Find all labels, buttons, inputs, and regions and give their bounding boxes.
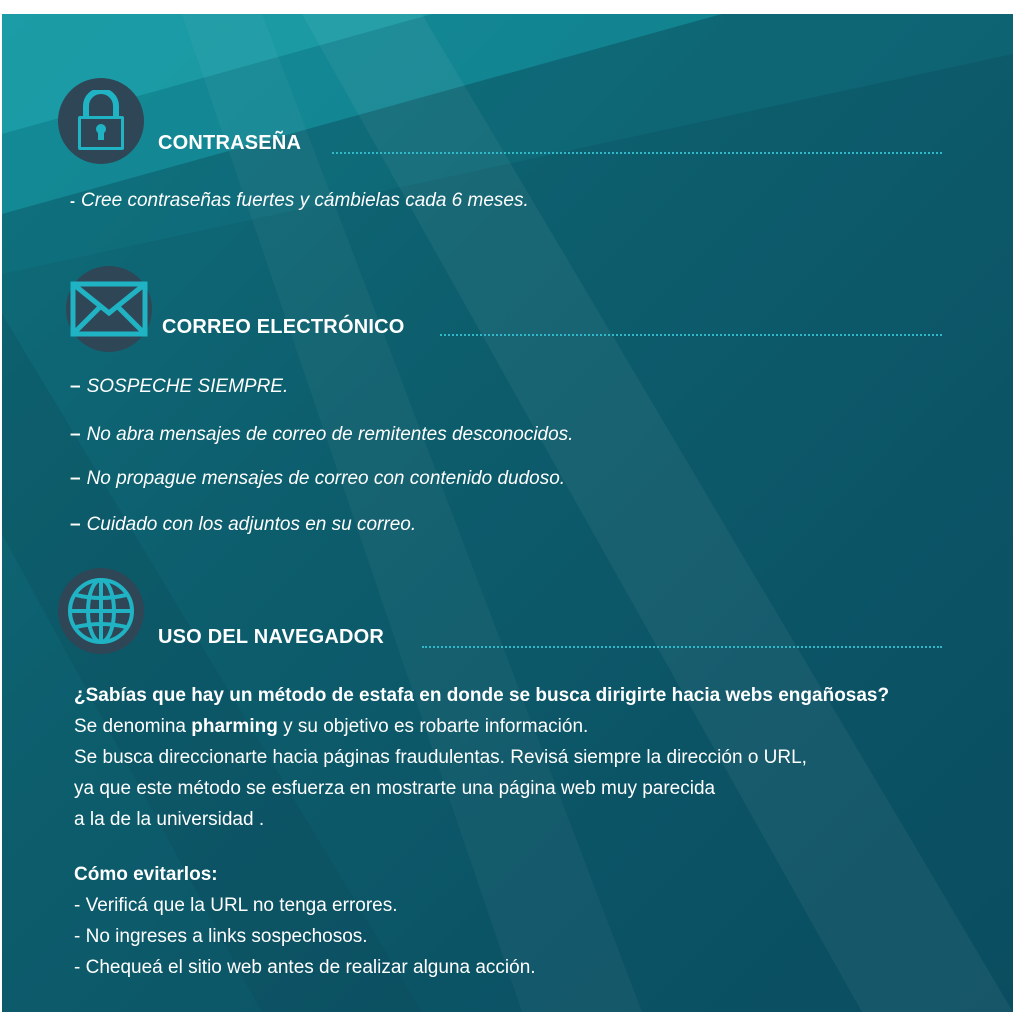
pharming-question: ¿Sabías que hay un método de estafa en donde se busca dirigirte hacia webs engañosas? bbox=[74, 685, 890, 706]
pharming-line-4: a la de la universidad . bbox=[74, 809, 265, 830]
bullet-dash: - bbox=[70, 193, 75, 210]
security-tips-poster bbox=[2, 14, 1013, 1012]
password-dotted-divider bbox=[332, 152, 942, 154]
definition-suffix: y su objetivo es robarte información. bbox=[277, 716, 589, 737]
avoid-item-2: - No ingreses a links sospechosos. bbox=[74, 926, 368, 947]
bullet-dash: – bbox=[70, 468, 81, 489]
definition-prefix: Se denomina bbox=[74, 716, 192, 737]
browser-dotted-divider bbox=[422, 646, 942, 648]
envelope-icon bbox=[70, 281, 148, 337]
browser-title: USO DEL NAVEGADOR bbox=[158, 626, 385, 648]
bullet-text: No abra mensajes de correo de remitentes desconocidos. bbox=[86, 424, 574, 445]
globe-icon-circle bbox=[58, 568, 144, 654]
pharming-line-2: Se busca direccionarte hacia páginas fraudulentas. Revisá siempre la dirección o URL, bbox=[74, 747, 807, 768]
bullet-text: SOSPECHE SIEMPRE. bbox=[86, 376, 289, 397]
avoid-item-1: - Verificá que la URL no tenga errores. bbox=[74, 895, 398, 916]
lock-icon bbox=[74, 90, 128, 152]
avoid-title: Cómo evitarlos: bbox=[74, 864, 218, 885]
bullet-dash: – bbox=[70, 376, 81, 397]
envelope-icon-circle bbox=[66, 266, 152, 352]
email-title: CORREO ELECTRÓNICO bbox=[162, 316, 405, 338]
email-bullet-2 bbox=[70, 424, 573, 446]
bullet-dash: – bbox=[70, 514, 81, 535]
email-dotted-divider bbox=[440, 334, 942, 336]
password-bullet bbox=[70, 190, 529, 212]
password-title: CONTRASEÑA bbox=[158, 132, 302, 154]
bullet-text: Cree contraseñas fuertes y cámbielas cada 6 meses. bbox=[81, 190, 529, 211]
email-bullet-4 bbox=[70, 514, 416, 536]
pharming-keyword: pharming bbox=[191, 716, 278, 737]
bullet-text: Cuidado con los adjuntos en su correo. bbox=[86, 514, 417, 535]
globe-icon bbox=[66, 576, 136, 646]
avoid-item-3: - Chequeá el sitio web antes de realizar alguna acción. bbox=[74, 957, 536, 978]
lock-icon-circle bbox=[58, 78, 144, 164]
pharming-line-3: ya que este método se esfuerza en mostrarte una página web muy parecida bbox=[74, 778, 716, 799]
pharming-definition bbox=[74, 711, 974, 742]
email-bullet-1 bbox=[70, 376, 288, 398]
bullet-dash: – bbox=[70, 424, 81, 445]
bullet-text: No propague mensajes de correo con contenido dudoso. bbox=[86, 468, 566, 489]
email-bullet-3 bbox=[70, 468, 565, 490]
browser-body bbox=[74, 680, 974, 983]
